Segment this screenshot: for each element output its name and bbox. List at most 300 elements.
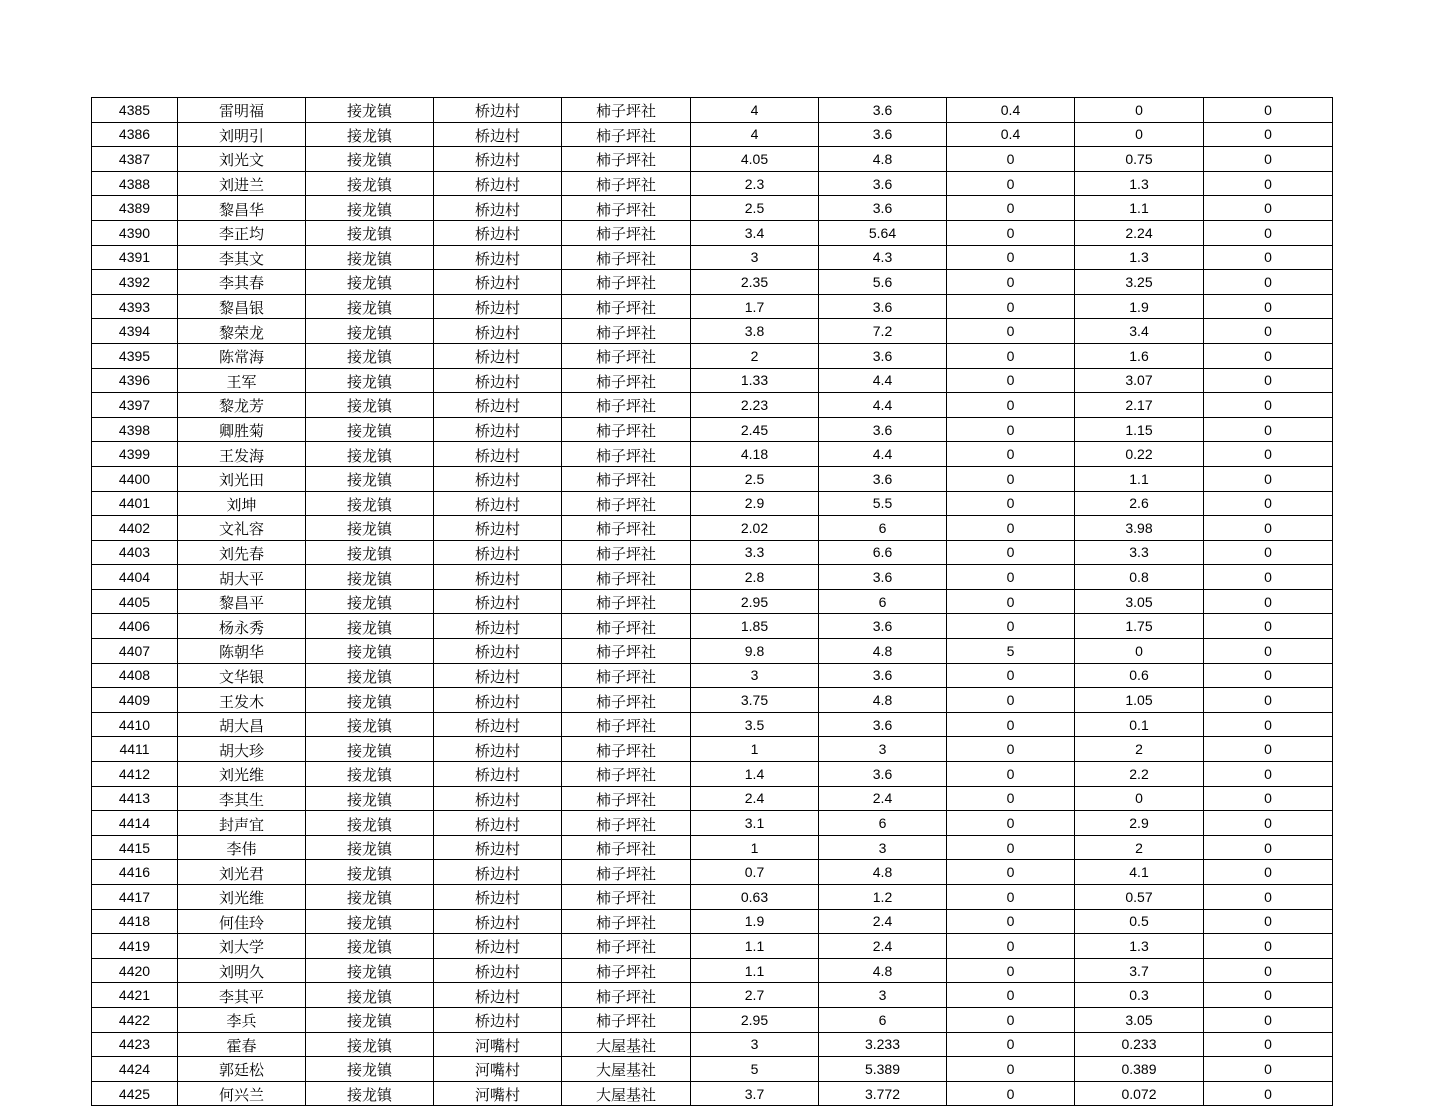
name-cell: 霍春 — [178, 1032, 306, 1057]
village-cell: 桥边村 — [434, 934, 562, 959]
town-cell: 接龙镇 — [306, 1057, 434, 1082]
village-cell: 桥边村 — [434, 294, 562, 319]
group-cell: 大屋基社 — [562, 1057, 691, 1082]
value-c-cell: 0 — [947, 466, 1075, 491]
row-id-cell: 4393 — [92, 294, 178, 319]
value-a-cell: 2.95 — [691, 589, 819, 614]
town-cell: 接龙镇 — [306, 220, 434, 245]
table-row — [92, 294, 1333, 319]
value-d-cell: 3.4 — [1075, 319, 1204, 344]
town-cell: 接龙镇 — [306, 196, 434, 221]
value-e-cell: 0 — [1204, 614, 1333, 639]
group-cell: 柿子坪社 — [562, 442, 691, 467]
value-e-cell: 0 — [1204, 958, 1333, 983]
value-b-cell: 3.6 — [819, 98, 947, 123]
group-cell: 柿子坪社 — [562, 540, 691, 565]
village-cell: 桥边村 — [434, 762, 562, 787]
row-id-cell: 4385 — [92, 98, 178, 123]
table-row — [92, 909, 1333, 934]
group-cell: 柿子坪社 — [562, 245, 691, 270]
value-e-cell: 0 — [1204, 417, 1333, 442]
value-b-cell: 4.4 — [819, 368, 947, 393]
village-cell: 桥边村 — [434, 540, 562, 565]
value-a-cell: 1.1 — [691, 934, 819, 959]
name-cell: 何佳玲 — [178, 909, 306, 934]
value-c-cell: 0 — [947, 516, 1075, 541]
value-a-cell: 4.18 — [691, 442, 819, 467]
group-cell: 柿子坪社 — [562, 786, 691, 811]
value-a-cell: 2.95 — [691, 1007, 819, 1032]
group-cell: 柿子坪社 — [562, 1007, 691, 1032]
value-d-cell: 3.07 — [1075, 368, 1204, 393]
village-cell: 桥边村 — [434, 270, 562, 295]
name-cell: 黎荣龙 — [178, 319, 306, 344]
village-cell: 桥边村 — [434, 786, 562, 811]
value-b-cell: 6.6 — [819, 540, 947, 565]
group-cell: 柿子坪社 — [562, 983, 691, 1008]
group-cell: 柿子坪社 — [562, 171, 691, 196]
table-row — [92, 122, 1333, 147]
town-cell: 接龙镇 — [306, 294, 434, 319]
value-c-cell: 0 — [947, 885, 1075, 910]
village-cell: 桥边村 — [434, 417, 562, 442]
name-cell: 刘光田 — [178, 466, 306, 491]
value-d-cell: 0.75 — [1075, 147, 1204, 172]
value-d-cell: 3.7 — [1075, 958, 1204, 983]
value-e-cell: 0 — [1204, 1081, 1333, 1106]
value-a-cell: 2.35 — [691, 270, 819, 295]
value-e-cell: 0 — [1204, 466, 1333, 491]
table-row — [92, 958, 1333, 983]
value-a-cell: 3 — [691, 245, 819, 270]
row-id-cell: 4421 — [92, 983, 178, 1008]
town-cell: 接龙镇 — [306, 934, 434, 959]
village-cell: 桥边村 — [434, 491, 562, 516]
value-c-cell: 0 — [947, 220, 1075, 245]
table-row — [92, 811, 1333, 836]
group-cell: 柿子坪社 — [562, 466, 691, 491]
value-b-cell: 3.6 — [819, 122, 947, 147]
value-d-cell: 2.2 — [1075, 762, 1204, 787]
name-cell: 刘光维 — [178, 762, 306, 787]
name-cell: 胡大昌 — [178, 712, 306, 737]
value-b-cell: 3.6 — [819, 171, 947, 196]
row-id-cell: 4413 — [92, 786, 178, 811]
row-id-cell: 4411 — [92, 737, 178, 762]
table-row — [92, 393, 1333, 418]
row-id-cell: 4425 — [92, 1081, 178, 1106]
name-cell: 刘大学 — [178, 934, 306, 959]
town-cell: 接龙镇 — [306, 245, 434, 270]
village-cell: 桥边村 — [434, 712, 562, 737]
row-id-cell: 4386 — [92, 122, 178, 147]
town-cell: 接龙镇 — [306, 393, 434, 418]
value-b-cell: 5.6 — [819, 270, 947, 295]
group-cell: 柿子坪社 — [562, 270, 691, 295]
value-b-cell: 3.772 — [819, 1081, 947, 1106]
row-id-cell: 4390 — [92, 220, 178, 245]
value-c-cell: 0 — [947, 147, 1075, 172]
row-id-cell: 4417 — [92, 885, 178, 910]
name-cell: 黎龙芳 — [178, 393, 306, 418]
value-e-cell: 0 — [1204, 589, 1333, 614]
table-row — [92, 466, 1333, 491]
value-e-cell: 0 — [1204, 1007, 1333, 1032]
table-row — [92, 835, 1333, 860]
value-c-cell: 0 — [947, 958, 1075, 983]
name-cell: 李其平 — [178, 983, 306, 1008]
value-a-cell: 3 — [691, 663, 819, 688]
value-b-cell: 2.4 — [819, 934, 947, 959]
group-cell: 柿子坪社 — [562, 934, 691, 959]
value-c-cell: 0 — [947, 909, 1075, 934]
village-cell: 桥边村 — [434, 147, 562, 172]
value-d-cell: 2.9 — [1075, 811, 1204, 836]
name-cell: 胡大平 — [178, 565, 306, 590]
group-cell: 柿子坪社 — [562, 909, 691, 934]
table-row — [92, 639, 1333, 664]
value-b-cell: 3 — [819, 835, 947, 860]
name-cell: 李正均 — [178, 220, 306, 245]
row-id-cell: 4397 — [92, 393, 178, 418]
value-a-cell: 1.1 — [691, 958, 819, 983]
value-d-cell: 1.3 — [1075, 934, 1204, 959]
town-cell: 接龙镇 — [306, 491, 434, 516]
value-d-cell: 0.233 — [1075, 1032, 1204, 1057]
town-cell: 接龙镇 — [306, 1007, 434, 1032]
value-e-cell: 0 — [1204, 393, 1333, 418]
name-cell: 刘光文 — [178, 147, 306, 172]
village-cell: 桥边村 — [434, 663, 562, 688]
village-cell: 桥边村 — [434, 688, 562, 713]
value-e-cell: 0 — [1204, 319, 1333, 344]
name-cell: 郭廷松 — [178, 1057, 306, 1082]
group-cell: 柿子坪社 — [562, 196, 691, 221]
value-a-cell: 3.75 — [691, 688, 819, 713]
value-e-cell: 0 — [1204, 835, 1333, 860]
row-id-cell: 4395 — [92, 343, 178, 368]
value-b-cell: 7.2 — [819, 319, 947, 344]
name-cell: 黎昌平 — [178, 589, 306, 614]
row-id-cell: 4406 — [92, 614, 178, 639]
value-b-cell: 3.6 — [819, 712, 947, 737]
row-id-cell: 4391 — [92, 245, 178, 270]
value-a-cell: 3.1 — [691, 811, 819, 836]
value-a-cell: 9.8 — [691, 639, 819, 664]
value-c-cell: 0 — [947, 270, 1075, 295]
value-b-cell: 4.8 — [819, 958, 947, 983]
name-cell: 王发木 — [178, 688, 306, 713]
value-c-cell: 0 — [947, 442, 1075, 467]
value-c-cell: 0 — [947, 417, 1075, 442]
value-c-cell: 0 — [947, 688, 1075, 713]
value-c-cell: 0 — [947, 540, 1075, 565]
value-a-cell: 3.8 — [691, 319, 819, 344]
value-a-cell: 2.5 — [691, 196, 819, 221]
value-c-cell: 0 — [947, 171, 1075, 196]
value-c-cell: 0 — [947, 343, 1075, 368]
value-d-cell: 0.3 — [1075, 983, 1204, 1008]
group-cell: 柿子坪社 — [562, 835, 691, 860]
name-cell: 雷明福 — [178, 98, 306, 123]
value-c-cell: 0.4 — [947, 98, 1075, 123]
table-row — [92, 688, 1333, 713]
value-a-cell: 3.4 — [691, 220, 819, 245]
village-cell: 桥边村 — [434, 245, 562, 270]
value-a-cell: 1.7 — [691, 294, 819, 319]
row-id-cell: 4422 — [92, 1007, 178, 1032]
table-row — [92, 368, 1333, 393]
value-a-cell: 2.3 — [691, 171, 819, 196]
group-cell: 大屋基社 — [562, 1032, 691, 1057]
value-a-cell: 1 — [691, 835, 819, 860]
value-b-cell: 4.8 — [819, 688, 947, 713]
group-cell: 柿子坪社 — [562, 589, 691, 614]
data-table — [91, 97, 1333, 1106]
value-a-cell: 1.33 — [691, 368, 819, 393]
value-d-cell: 3.25 — [1075, 270, 1204, 295]
value-c-cell: 0 — [947, 737, 1075, 762]
value-b-cell: 6 — [819, 1007, 947, 1032]
table-row — [92, 516, 1333, 541]
table-row — [92, 540, 1333, 565]
value-b-cell: 5.64 — [819, 220, 947, 245]
village-cell: 桥边村 — [434, 1007, 562, 1032]
value-c-cell: 0 — [947, 1081, 1075, 1106]
village-cell: 桥边村 — [434, 98, 562, 123]
value-b-cell: 3.6 — [819, 663, 947, 688]
village-cell: 桥边村 — [434, 835, 562, 860]
village-cell: 桥边村 — [434, 319, 562, 344]
town-cell: 接龙镇 — [306, 565, 434, 590]
group-cell: 柿子坪社 — [562, 122, 691, 147]
village-cell: 桥边村 — [434, 122, 562, 147]
value-d-cell: 3.05 — [1075, 589, 1204, 614]
town-cell: 接龙镇 — [306, 466, 434, 491]
value-a-cell: 2.7 — [691, 983, 819, 1008]
value-a-cell: 1 — [691, 737, 819, 762]
value-a-cell: 1.9 — [691, 909, 819, 934]
village-cell: 桥边村 — [434, 393, 562, 418]
village-cell: 桥边村 — [434, 516, 562, 541]
value-e-cell: 0 — [1204, 762, 1333, 787]
row-id-cell: 4424 — [92, 1057, 178, 1082]
value-a-cell: 0.7 — [691, 860, 819, 885]
value-d-cell: 2.24 — [1075, 220, 1204, 245]
name-cell: 文礼容 — [178, 516, 306, 541]
name-cell: 刘明久 — [178, 958, 306, 983]
value-e-cell: 0 — [1204, 343, 1333, 368]
table-row — [92, 589, 1333, 614]
value-b-cell: 3.6 — [819, 196, 947, 221]
table-row — [92, 196, 1333, 221]
row-id-cell: 4404 — [92, 565, 178, 590]
value-b-cell: 6 — [819, 811, 947, 836]
group-cell: 柿子坪社 — [562, 663, 691, 688]
group-cell: 柿子坪社 — [562, 147, 691, 172]
village-cell: 桥边村 — [434, 589, 562, 614]
town-cell: 接龙镇 — [306, 319, 434, 344]
village-cell: 桥边村 — [434, 958, 562, 983]
value-a-cell: 2.5 — [691, 466, 819, 491]
value-a-cell: 3.3 — [691, 540, 819, 565]
table-row — [92, 983, 1333, 1008]
value-e-cell: 0 — [1204, 934, 1333, 959]
value-b-cell: 4.4 — [819, 442, 947, 467]
value-b-cell: 4.8 — [819, 147, 947, 172]
town-cell: 接龙镇 — [306, 98, 434, 123]
value-c-cell: 0 — [947, 712, 1075, 737]
row-id-cell: 4412 — [92, 762, 178, 787]
value-c-cell: 0 — [947, 663, 1075, 688]
name-cell: 何兴兰 — [178, 1081, 306, 1106]
row-id-cell: 4398 — [92, 417, 178, 442]
value-a-cell: 1.85 — [691, 614, 819, 639]
value-d-cell: 3.98 — [1075, 516, 1204, 541]
row-id-cell: 4409 — [92, 688, 178, 713]
name-cell: 封声宜 — [178, 811, 306, 836]
table-row — [92, 220, 1333, 245]
value-b-cell: 5.5 — [819, 491, 947, 516]
value-b-cell: 3.6 — [819, 466, 947, 491]
value-c-cell: 5 — [947, 639, 1075, 664]
value-d-cell: 0 — [1075, 122, 1204, 147]
value-e-cell: 0 — [1204, 737, 1333, 762]
value-e-cell: 0 — [1204, 368, 1333, 393]
village-cell: 桥边村 — [434, 196, 562, 221]
value-d-cell: 1.9 — [1075, 294, 1204, 319]
village-cell: 桥边村 — [434, 737, 562, 762]
value-c-cell: 0 — [947, 196, 1075, 221]
town-cell: 接龙镇 — [306, 1032, 434, 1057]
value-e-cell: 0 — [1204, 491, 1333, 516]
value-e-cell: 0 — [1204, 147, 1333, 172]
row-id-cell: 4416 — [92, 860, 178, 885]
value-e-cell: 0 — [1204, 712, 1333, 737]
value-c-cell: 0 — [947, 393, 1075, 418]
value-c-cell: 0 — [947, 762, 1075, 787]
row-id-cell: 4388 — [92, 171, 178, 196]
town-cell: 接龙镇 — [306, 589, 434, 614]
table-row — [92, 343, 1333, 368]
value-b-cell: 4.8 — [819, 860, 947, 885]
group-cell: 柿子坪社 — [562, 319, 691, 344]
value-a-cell: 2.23 — [691, 393, 819, 418]
value-c-cell: 0 — [947, 1032, 1075, 1057]
value-a-cell: 2.02 — [691, 516, 819, 541]
group-cell: 柿子坪社 — [562, 639, 691, 664]
table-row — [92, 885, 1333, 910]
value-c-cell: 0 — [947, 245, 1075, 270]
row-id-cell: 4410 — [92, 712, 178, 737]
town-cell: 接龙镇 — [306, 786, 434, 811]
value-c-cell: 0 — [947, 786, 1075, 811]
town-cell: 接龙镇 — [306, 909, 434, 934]
town-cell: 接龙镇 — [306, 811, 434, 836]
value-c-cell: 0 — [947, 835, 1075, 860]
town-cell: 接龙镇 — [306, 688, 434, 713]
village-cell: 桥边村 — [434, 885, 562, 910]
row-id-cell: 4403 — [92, 540, 178, 565]
value-c-cell: 0 — [947, 565, 1075, 590]
group-cell: 柿子坪社 — [562, 688, 691, 713]
village-cell: 桥边村 — [434, 171, 562, 196]
table-row — [92, 663, 1333, 688]
table-row — [92, 491, 1333, 516]
name-cell: 刘明引 — [178, 122, 306, 147]
town-cell: 接龙镇 — [306, 614, 434, 639]
value-e-cell: 0 — [1204, 294, 1333, 319]
name-cell: 刘光君 — [178, 860, 306, 885]
value-a-cell: 1.4 — [691, 762, 819, 787]
row-id-cell: 4392 — [92, 270, 178, 295]
name-cell: 李其生 — [178, 786, 306, 811]
table-row — [92, 417, 1333, 442]
value-e-cell: 0 — [1204, 565, 1333, 590]
group-cell: 柿子坪社 — [562, 220, 691, 245]
table-row — [92, 786, 1333, 811]
value-c-cell: 0 — [947, 491, 1075, 516]
value-d-cell: 0.5 — [1075, 909, 1204, 934]
value-e-cell: 0 — [1204, 885, 1333, 910]
table-row — [92, 171, 1333, 196]
name-cell: 杨永秀 — [178, 614, 306, 639]
value-d-cell: 0.389 — [1075, 1057, 1204, 1082]
table-row — [92, 1007, 1333, 1032]
value-b-cell: 5.389 — [819, 1057, 947, 1082]
value-c-cell: 0 — [947, 294, 1075, 319]
town-cell: 接龙镇 — [306, 147, 434, 172]
name-cell: 刘进兰 — [178, 171, 306, 196]
name-cell: 刘光维 — [178, 885, 306, 910]
value-b-cell: 3 — [819, 983, 947, 1008]
town-cell: 接龙镇 — [306, 737, 434, 762]
group-cell: 柿子坪社 — [562, 762, 691, 787]
value-e-cell: 0 — [1204, 270, 1333, 295]
table-row — [92, 270, 1333, 295]
town-cell: 接龙镇 — [306, 983, 434, 1008]
value-d-cell: 1.15 — [1075, 417, 1204, 442]
value-b-cell: 4.8 — [819, 639, 947, 664]
value-a-cell: 2.4 — [691, 786, 819, 811]
group-cell: 柿子坪社 — [562, 860, 691, 885]
table-row — [92, 860, 1333, 885]
name-cell: 陈常海 — [178, 343, 306, 368]
group-cell: 柿子坪社 — [562, 294, 691, 319]
table-row — [92, 442, 1333, 467]
group-cell: 柿子坪社 — [562, 343, 691, 368]
row-id-cell: 4418 — [92, 909, 178, 934]
name-cell: 刘先春 — [178, 540, 306, 565]
value-e-cell: 0 — [1204, 663, 1333, 688]
value-d-cell: 3.3 — [1075, 540, 1204, 565]
town-cell: 接龙镇 — [306, 122, 434, 147]
table-row — [92, 245, 1333, 270]
row-id-cell: 4415 — [92, 835, 178, 860]
group-cell: 柿子坪社 — [562, 614, 691, 639]
value-b-cell: 2.4 — [819, 909, 947, 934]
value-a-cell: 3 — [691, 1032, 819, 1057]
name-cell: 卿胜菊 — [178, 417, 306, 442]
table-row — [92, 934, 1333, 959]
value-a-cell: 4.05 — [691, 147, 819, 172]
group-cell: 柿子坪社 — [562, 565, 691, 590]
row-id-cell: 4423 — [92, 1032, 178, 1057]
village-cell: 桥边村 — [434, 983, 562, 1008]
table-row — [92, 147, 1333, 172]
group-cell: 柿子坪社 — [562, 712, 691, 737]
value-c-cell: 0.4 — [947, 122, 1075, 147]
